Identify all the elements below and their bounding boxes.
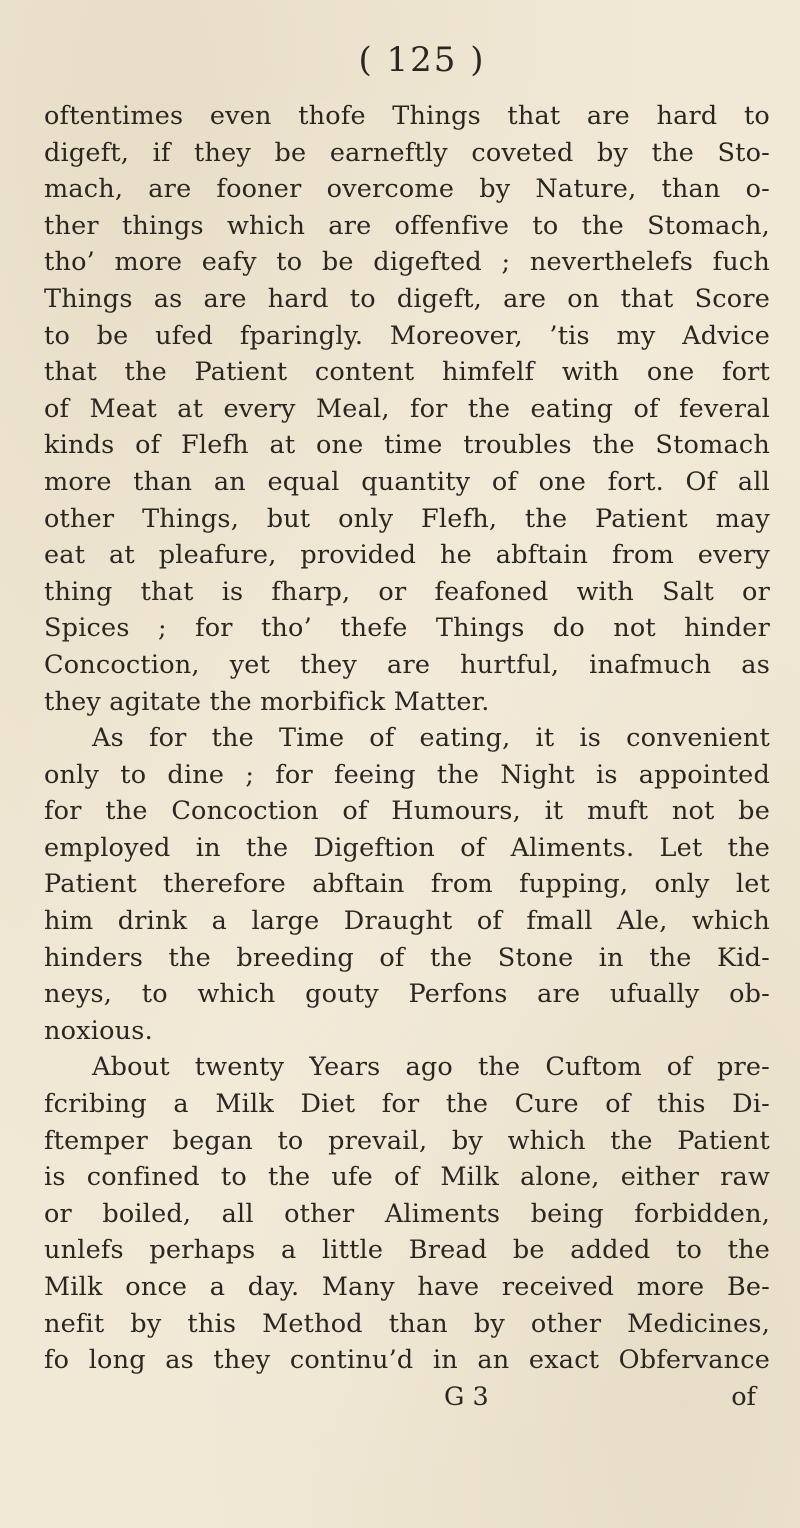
page-number: ( 125 ) [358, 40, 486, 80]
text-line: that the Patient content himfelf with one fort [44, 357, 770, 388]
text-line: nefit by this Method than by other Medicines, [44, 1308, 770, 1339]
body-text [44, 98, 770, 1379]
text-line: of Meat at every Meal, for the eating of feveral [44, 393, 770, 424]
text-line: Things as are hard to digeft, are on that Score [44, 283, 770, 314]
text-line: Milk once a day. Many have received more Be- [44, 1272, 770, 1302]
text-line: hinders the breeding of the Stone in the Kid- [44, 942, 770, 973]
signature-mark: G 3 [444, 1381, 489, 1412]
text-line: they agitate the morbifick Matter. [44, 686, 490, 717]
text-line: or boiled, all other Aliments being forbidden, [44, 1198, 770, 1229]
text-line: Patient therefore abftain from fupping, only let [44, 869, 770, 900]
text-line: for the Concoction of Humours, it muft not be [44, 796, 770, 827]
text-line: kinds of Flefh at one time troubles the Stomach [44, 430, 770, 461]
text-line: ther things which are offenfive to the Stomach, [44, 210, 770, 241]
text-line: employed in the Digeftion of Aliments. Let the [44, 832, 770, 863]
text-line: noxious. [44, 1015, 153, 1046]
text-line: to be ufed fparingly. Moreover, ’tis my Advice [44, 320, 770, 351]
text-line: digeft, if they be earneftly coveted by the Sto- [44, 137, 770, 168]
text-line: only to dine ; for feeing the Night is appointed [44, 759, 770, 790]
text-line: As for the Time of eating, it is convenient [92, 723, 770, 754]
text-line: fcribing a Milk Diet for the Cure of this Di- [44, 1089, 770, 1120]
page-footer [44, 1379, 770, 1416]
text-line: oftentimes even thofe Things that are hard to [44, 101, 770, 131]
text-line: fo long as they continu’d in an exact Obfervance [44, 1345, 770, 1376]
text-line: thing that is fharp, or feafoned with Salt or [44, 576, 770, 607]
text-line: Spices ; for tho’ thefe Things do not hinder [44, 613, 770, 644]
text-line: mach, are fooner overcome by Nature, than o- [44, 174, 770, 205]
text-line: more than an equal quantity of one fort. Of all [44, 466, 770, 497]
text-line: About twenty Years ago the Cuftom of pre- [92, 1052, 770, 1083]
text-line: him drink a large Draught of fmall Ale, which [44, 906, 770, 937]
text-line: tho’ more eafy to be digefted ; neverthelefs fuch [44, 247, 770, 278]
text-line: Concoction, yet they are hurtful, inafmuch as [44, 649, 770, 680]
text-line: eat at pleafure, provided he abftain from every [44, 540, 770, 571]
text-line: is confined to the ufe of Milk alone, either raw [44, 1162, 770, 1193]
text-line: other Things, but only Flefh, the Patient may [44, 503, 770, 534]
text-line: neys, to which gouty Perfons are ufually ob- [44, 979, 770, 1010]
text-line: ftemper began to prevail, by which the Patient [44, 1125, 770, 1156]
catchword: of [731, 1381, 756, 1412]
text-line: unlefs perhaps a little Bread be added to the [44, 1235, 770, 1266]
